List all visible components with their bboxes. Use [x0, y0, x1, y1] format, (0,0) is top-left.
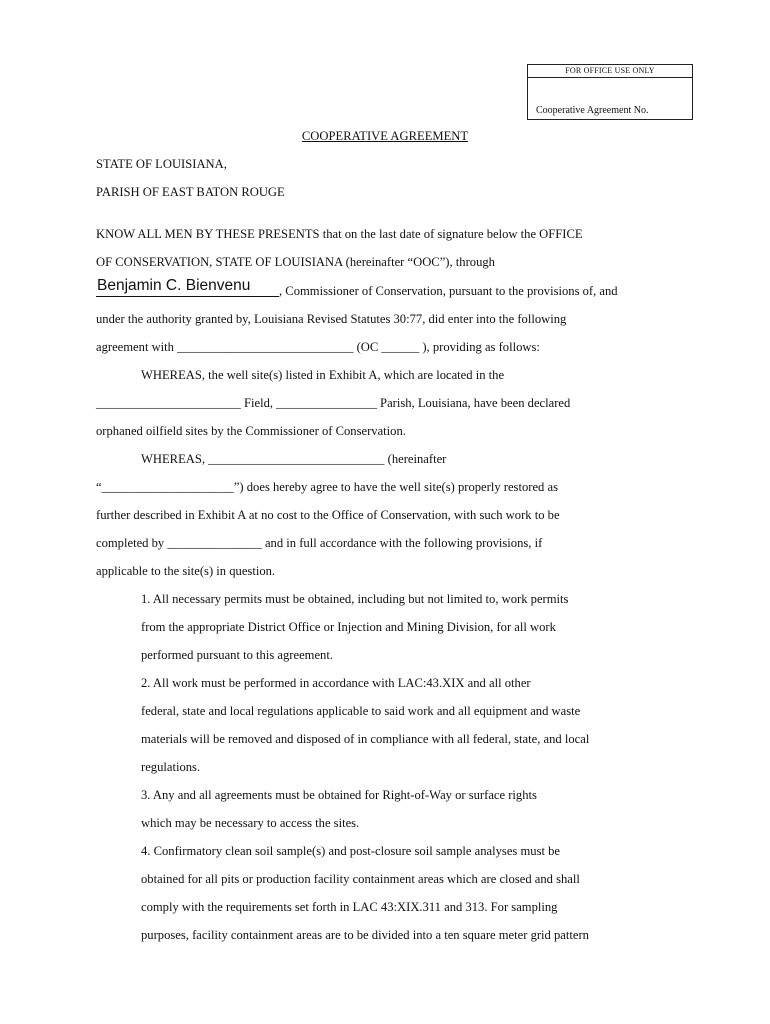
provision-2-line: 2. All work must be performed in accordance with LAC:43.XIX and all other [141, 676, 531, 690]
provision-1-line: performed pursuant to this agreement. [141, 648, 333, 662]
provision-4-line: comply with the requirements set forth in LAC 43:XIX.311 and 313. For sampling [141, 900, 558, 914]
provision-2-line: federal, state and local regulations applicable to said work and all equipment and waste [141, 704, 581, 718]
office-use-box [527, 64, 693, 120]
body-line: further described in Exhibit A at no cost to the Office of Conservation, with such work to be [96, 508, 560, 522]
body-line: agreement with ____________________________ (OC ______ ), providing as follows: [96, 340, 540, 354]
provision-3-line: 3. Any and all agreements must be obtained for Right-of-Way or surface rights [141, 788, 537, 802]
body-line: KNOW ALL MEN BY THESE PRESENTS that on the last date of signature below the OFFICE [96, 227, 583, 241]
provision-4-line: purposes, facility containment areas are to be divided into a ten square meter grid pattern [141, 928, 589, 942]
document-title-row [0, 128, 770, 144]
body-line: orphaned oilfield sites by the Commissioner of Conservation. [96, 424, 406, 438]
body-line: under the authority granted by, Louisiana Revised Statutes 30:77, did enter into the following [96, 312, 567, 326]
body-line: WHEREAS, ____________________________ (hereinafter [141, 452, 447, 466]
body-line: completed by _______________ and in full accordance with the following provisions, if [96, 536, 543, 550]
body-line: applicable to the site(s) in question. [96, 564, 276, 578]
provision-1-line: 1. All necessary permits must be obtained, including but not limited to, work permits [141, 592, 569, 606]
state-line: STATE OF LOUISIANA, [96, 157, 227, 171]
body-line: _______________________ Field, ________________ Parish, Louisiana, have been declared [96, 396, 571, 410]
provision-4-line: 4. Confirmatory clean soil sample(s) and post-closure soil sample analyses must be [141, 844, 561, 858]
provision-4-line: obtained for all pits or production facility containment areas which are closed and shall [141, 872, 580, 886]
commissioner-signature-field[interactable] [96, 276, 279, 297]
commissioner-signature: Benjamin C. Bienvenu [97, 277, 251, 294]
provision-2-line: materials will be removed and disposed of in compliance with all federal, state, and local [141, 732, 590, 746]
parish-line: PARISH OF EAST BATON ROUGE [96, 185, 285, 199]
agreement-number-label: Cooperative Agreement No. [536, 105, 649, 116]
document-title: COOPERATIVE AGREEMENT [301, 129, 469, 143]
office-use-header: FOR OFFICE USE ONLY [528, 65, 692, 78]
body-line: “_____________________”) does hereby agree to have the well site(s) properly restored as [96, 480, 558, 494]
body-line: OF CONSERVATION, STATE OF LOUISIANA (hereinafter “OOC”), through [96, 255, 495, 269]
provision-3-line: which may be necessary to access the sites. [141, 816, 360, 830]
provision-2-line: regulations. [141, 760, 201, 774]
body-line: , Commissioner of Conservation, pursuant to the provisions of, and [279, 284, 618, 298]
provision-1-line: from the appropriate District Office or Injection and Mining Division, for all work [141, 620, 556, 634]
body-line: WHEREAS, the well site(s) listed in Exhibit A, which are located in the [141, 368, 505, 382]
